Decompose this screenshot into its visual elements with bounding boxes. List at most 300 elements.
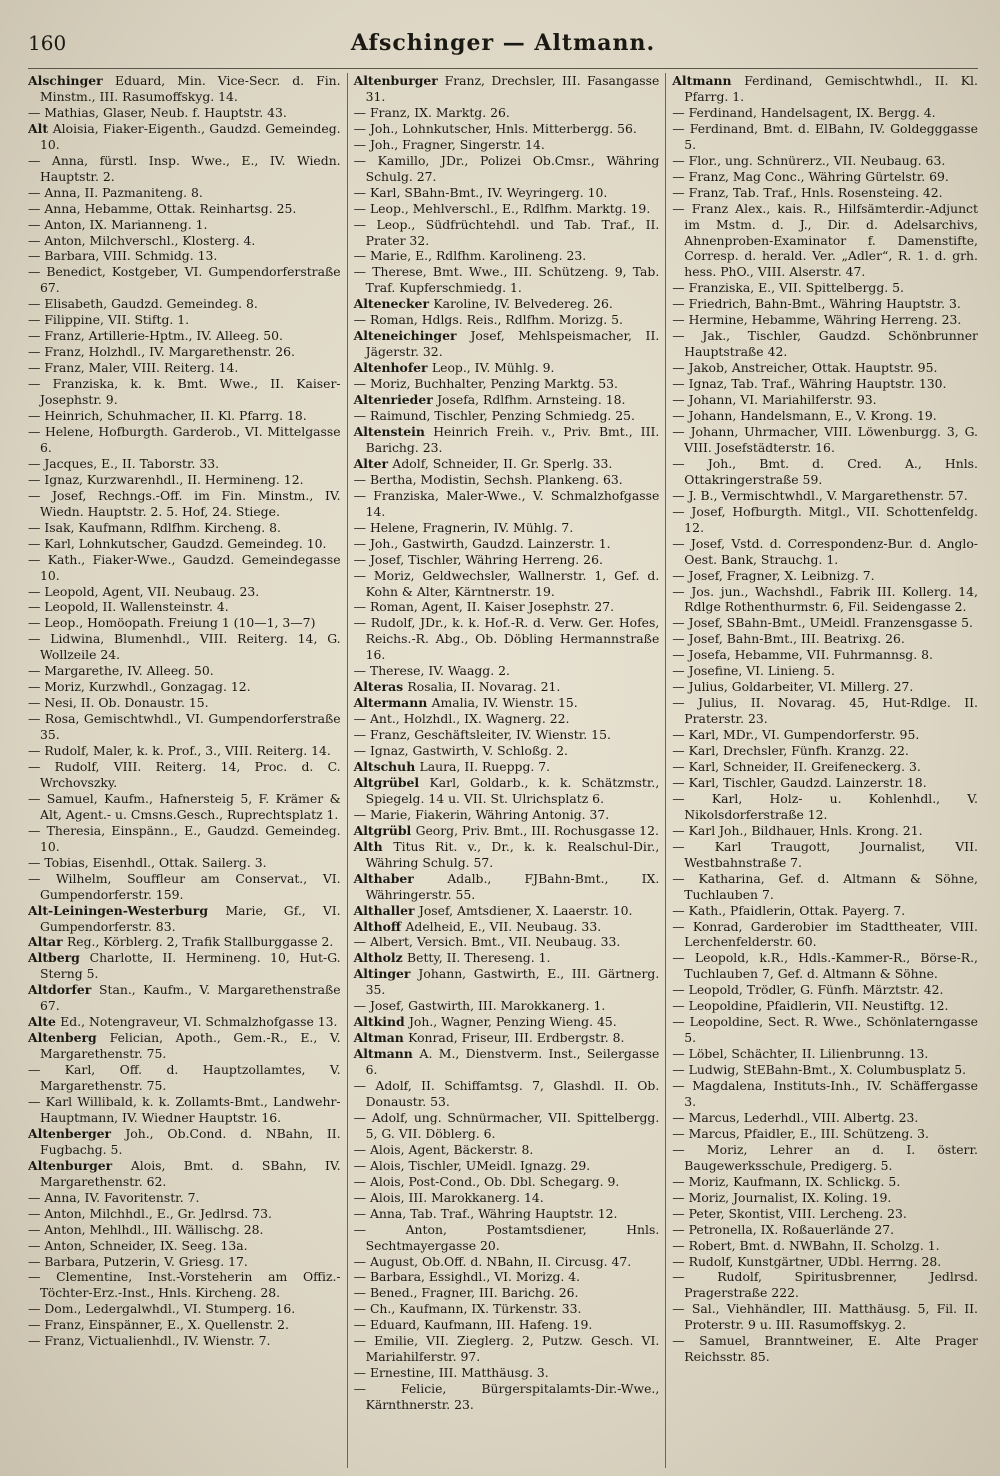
directory-entry [672, 679, 978, 695]
entry-text: Joh., Ob.Cond. d. NBahn, II. Fugbachg. 5. [40, 1125, 341, 1157]
entry-text: Titus Rit. v., Dr., k. k. Realschul-Dir., Währing Schulg. 57. [365, 838, 660, 870]
entry-text: Josef, Amtsdiener, X. Laaerstr. 10. [418, 902, 633, 918]
directory-entry [28, 536, 341, 552]
entry-text: — Barbara, Essighdl., VI. Morizg. 4. [353, 1269, 581, 1285]
directory-entry [28, 121, 341, 153]
entry-text: — Franziska, k. k. Bmt. Wwe., II. Kaiser-Josephstr. 9. [28, 376, 341, 408]
directory-entry [354, 217, 660, 249]
directory-entry [672, 153, 978, 169]
directory-entry [28, 1158, 341, 1190]
directory-entry [354, 615, 660, 663]
entry-headword: Alteras [353, 679, 404, 695]
entry-text: — Nesi, II. Ob. Donaustr. 15. [28, 695, 209, 711]
entry-text: Konrad, Friseur, III. Erdbergstr. 8. [408, 1030, 625, 1046]
directory-entry [28, 599, 341, 615]
entry-text: — Anton, Milchhdl., E., Gr. Jedlrsd. 73. [28, 1205, 272, 1221]
entry-text: — Josefa, Hebamme, VII. Fuhrmannsg. 8. [672, 647, 933, 663]
entry-text: — Marcus, Pfaidler, E., III. Schützeng. 3. [672, 1125, 929, 1141]
entry-headword: Alte [28, 1014, 56, 1030]
directory-entry [672, 1254, 978, 1270]
entry-text: Alois, Bmt. d. SBahn, IV. Margarethenstr. 62. [40, 1157, 341, 1189]
directory-entry [354, 695, 660, 711]
directory-entry [354, 456, 660, 472]
entry-text: — Karl, Off. d. Hauptzollamtes, V. Margarethenstr. 75. [28, 1062, 341, 1094]
directory-entry [672, 1190, 978, 1206]
directory-entry [354, 264, 660, 296]
entry-text: — Leopold, II. Wallensteinstr. 4. [28, 599, 229, 615]
entry-text: Eduard, Min. Vice-Secr. d. Fin. Minstm., III. Rasumoffskyg. 14. [40, 73, 341, 104]
directory-entry [672, 1238, 978, 1254]
page-number: 160 [28, 31, 67, 55]
directory-entry [354, 1222, 660, 1254]
entry-text: — Franz, IX. Marktg. 26. [353, 104, 510, 120]
entry-headword: Altenberger [28, 1125, 112, 1141]
directory-entry [354, 1110, 660, 1142]
entry-text: — Dom., Ledergalwhdl., VI. Stumperg. 16. [28, 1301, 296, 1317]
directory-entry [28, 488, 341, 520]
directory-entry [354, 1333, 660, 1365]
directory-entry [28, 663, 341, 679]
entry-text: — Karl, Drechsler, Fünfh. Kranzg. 22. [672, 743, 909, 759]
entry-text: — Marcus, Lederhdl., VIII. Albertg. 23. [672, 1109, 919, 1125]
directory-entry [354, 552, 660, 568]
directory-entry [28, 1254, 341, 1270]
column-3 [665, 73, 978, 1468]
entry-headword: Altenstein [353, 423, 425, 439]
entry-headword: Altmann [353, 1046, 413, 1062]
directory-entry [28, 950, 341, 982]
directory-entry [354, 1158, 660, 1174]
directory-entry [28, 903, 341, 935]
entry-text: Aloisia, Fiaker-Eigenth., Gaudzd. Gemeindeg. 10. [40, 120, 341, 152]
entry-text: — Löbel, Schächter, II. Lilienbrunng. 13. [672, 1046, 929, 1062]
directory-entry [354, 568, 660, 600]
entry-text: — Rudolf, JDr., k. k. Hof.-R. d. Verw. Ger. Hofes, Reichs.-R. Abg., Ob. Döbling Hermannstraße 16. [353, 615, 660, 663]
entry-text: — Ignaz, Kurzwarenhdl., II. Hermineng. 12. [28, 471, 304, 487]
entry-text: — Mathias, Glaser, Neub. f. Hauptstr. 43. [28, 104, 287, 120]
entry-text: — Ignaz, Tab. Traf., Währing Hauptstr. 130. [672, 376, 947, 392]
entry-headword: Altenburger [353, 73, 438, 88]
directory-entry [28, 1126, 341, 1158]
entry-text: — Jos. jun., Wachshdl., Fabrik III. Kollerg. 14, Rdlge Rothenthurmstr. 6, Fil. Seidengasse 2. [672, 583, 978, 615]
directory-entry [354, 1078, 660, 1110]
entry-text: — Anna, Tab. Traf., Währing Hauptstr. 12. [353, 1205, 618, 1221]
directory-entry [672, 759, 978, 775]
entry-text: — Benedict, Kostgeber, VI. Gumpendorferstraße 67. [28, 264, 341, 296]
directory-entry [354, 472, 660, 488]
entry-text: — Moriz, Kurzwhdl., Gonzagag. 12. [28, 679, 251, 695]
entry-text: — Leopoldine, Sect. R. Wwe., Schönlaterngasse 5. [672, 1014, 978, 1046]
directory-entry [28, 823, 341, 855]
entry-text: — Roman, Agent, II. Kaiser Josephstr. 27. [353, 599, 615, 615]
entry-text: — Emilie, VII. Zieglerg. 2, Putzw. Gesch. VI. Mariahilferstr. 97. [353, 1333, 660, 1365]
entry-headword: Althaber [353, 870, 414, 886]
entry-headword: Altmann [672, 73, 732, 88]
running-head: Afschinger — Altmann. [350, 30, 656, 56]
entry-text: — Margarethe, IV. Alleeg. 50. [28, 663, 214, 679]
directory-entry [672, 408, 978, 424]
directory-entry [354, 185, 660, 201]
entry-text: — Roman, Hdlgs. Reis., Rdlfhm. Morizg. 5. [353, 312, 623, 328]
entry-text: — J. B., Vermischtwhdl., V. Margarethenstr. 57. [672, 487, 968, 503]
entry-text: — Franz, Victualienhdl., IV. Wienstr. 7. [28, 1333, 271, 1349]
directory-entry [354, 759, 660, 775]
directory-entry [28, 1269, 341, 1301]
directory-entry [28, 615, 341, 631]
entry-text: — Josef, Vstd. d. Correspondenz-Bur. d. Anglo-Oest. Bank, Strauchg. 1. [672, 535, 978, 567]
directory-entry [354, 1014, 660, 1030]
directory-entry [672, 695, 978, 727]
directory-entry [672, 328, 978, 360]
entry-text: — Julius, Goldarbeiter, VI. Millerg. 27. [672, 679, 914, 695]
directory-entry [28, 552, 341, 584]
entry-text: — Hermine, Hebamme, Währing Herreng. 23. [672, 312, 962, 328]
entry-text: — Helene, Hofburgth. Garderob., VI. Mittelgasse 6. [28, 423, 341, 455]
directory-entry [672, 296, 978, 312]
columns [28, 73, 978, 1468]
entry-text: — Franz, Maler, VIII. Reiterg. 14. [28, 360, 239, 376]
directory-entry [354, 1206, 660, 1222]
directory-entry [354, 392, 660, 408]
directory-entry [28, 871, 341, 903]
directory-entry [28, 217, 341, 233]
entry-text: — Josef, Bahn-Bmt., III. Beatrixg. 26. [672, 631, 905, 647]
entry-text: — Ferdinand, Bmt. d. ElBahn, IV. Goldegggasse 5. [672, 120, 978, 152]
entry-text: — Josefine, VI. Linieng. 5. [672, 663, 835, 679]
directory-entry [672, 456, 978, 488]
directory-entry [672, 982, 978, 998]
entry-text: — Karl, Tischler, Gaudzd. Lainzerstr. 18. [672, 774, 927, 790]
entry-text: — Therese, Bmt. Wwe., III. Schützeng. 9, Tab. Traf. Kupferschmiedg. 1. [353, 264, 660, 296]
directory-entry [354, 1301, 660, 1317]
entry-text: — Rudolf, Kunstgärtner, UDbl. Herrng. 28. [672, 1253, 942, 1269]
directory-entry [354, 520, 660, 536]
directory-entry [28, 1222, 341, 1238]
entry-text: — Rudolf, Maler, k. k. Prof., 3., VIII. Reiterg. 14. [28, 743, 331, 759]
directory-entry [672, 839, 978, 871]
entry-headword: Althoff [353, 918, 402, 934]
entry-text: — Josef, Fragner, X. Leibnizg. 7. [672, 567, 875, 583]
entry-text: — Josef, Gastwirth, III. Marokkanerg. 1. [353, 998, 606, 1014]
entry-text: Amalia, IV. Wienstr. 15. [431, 695, 578, 711]
entry-text: — Anna, IV. Favoritenstr. 7. [28, 1189, 200, 1205]
entry-text: Georg, Priv. Bmt., III. Rochusgasse 12. [415, 822, 659, 838]
entry-text: — Marie, E., Rdlfhm. Karolineng. 23. [353, 248, 587, 264]
entry-text: — Josef, Tischler, Währing Herreng. 26. [353, 551, 603, 567]
directory-entry [28, 424, 341, 456]
directory-entry [672, 1126, 978, 1142]
entry-headword: Altgrübel [353, 774, 420, 790]
directory-entry [672, 536, 978, 568]
entry-text: — Julius, II. Novarag. 45, Hut-Rdlge. II. Praterstr. 23. [672, 695, 978, 727]
entry-text: Laura, II. Rueppg. 7. [419, 758, 551, 774]
entry-text: — Karl, Lohnkutscher, Gaudzd. Gemeindeg. 10. [28, 535, 327, 551]
directory-entry [28, 408, 341, 424]
directory-entry [672, 1206, 978, 1222]
directory-entry [354, 1174, 660, 1190]
entry-text: — Karl, SBahn-Bmt., IV. Weyringerg. 10. [353, 184, 608, 200]
directory-entry [672, 169, 978, 185]
entry-text: — Katharina, Gef. d. Altmann & Söhne, Tuchlauben 7. [672, 870, 978, 902]
entry-text: — Ferdinand, Handelsagent, IX. Bergg. 4. [672, 104, 936, 120]
entry-text: — Leop., Südfrüchtehdl. und Tab. Traf., II. Prater 32. [353, 216, 660, 248]
directory-entry [672, 631, 978, 647]
directory-entry [672, 615, 978, 631]
entry-headword: Altinger [353, 966, 411, 982]
directory-entry [672, 791, 978, 823]
entry-text: Karl, Goldarb., k. k. Schätzmstr., Spiegelg. 14 u. VII. St. Ulrichsplatz 6. [365, 774, 660, 806]
directory-entry [28, 328, 341, 344]
directory-entry [28, 1206, 341, 1222]
directory-entry [28, 248, 341, 264]
directory-entry [354, 903, 660, 919]
directory-entry [354, 1285, 660, 1301]
directory-entry [672, 1174, 978, 1190]
entry-text: — Bened., Fragner, III. Barichg. 26. [353, 1285, 579, 1301]
entry-text: — Raimund, Tischler, Penzing Schmiedg. 25. [353, 408, 635, 424]
entry-text: — Franz, Mag Conc., Währing Gürtelstr. 69. [672, 168, 949, 184]
entry-text: — August, Ob.Off. d. NBahn, II. Circusg. 47. [353, 1253, 632, 1269]
directory-entry [28, 695, 341, 711]
entry-text: — Johann, Handelsmann, E., V. Krong. 19. [672, 408, 937, 424]
entry-text: — Flor., ung. Schnürerz., VII. Neubaug. 63. [672, 152, 946, 168]
directory-entry [354, 488, 660, 520]
directory-entry [354, 376, 660, 392]
entry-text: — Karl Willibald, k. k. Zollamts-Bmt., Landwehr-Hauptmann, IV. Wiedner Hauptstr. 16. [28, 1094, 341, 1125]
directory-entry [28, 934, 341, 950]
entry-headword: Altenecker [353, 296, 429, 312]
directory-entry [354, 823, 660, 839]
directory-entry [672, 584, 978, 616]
entry-text: Felician, Apoth., Gem.-R., E., V. Margarethenstr. 75. [40, 1030, 341, 1062]
entry-text: — Ignaz, Gastwirth, V. Schloßg. 2. [353, 743, 568, 759]
directory-entry [672, 1301, 978, 1333]
entry-text: — Franz, Geschäftsleiter, IV. Wienstr. 15. [353, 727, 611, 743]
directory-entry [354, 743, 660, 759]
directory-entry [354, 1046, 660, 1078]
entry-headword: Altenhofer [353, 360, 428, 376]
directory-entry [354, 201, 660, 217]
entry-text: — Anna, fürstl. Insp. Wwe., E., IV. Wiedn. Hauptstr. 2. [28, 152, 341, 184]
directory-entry [354, 775, 660, 807]
entry-text: — Leopold, k.R., Hdls.-Kammer-R., Börse-R., Tuchlauben 7, Gef. d. Altmann & Söhne. [672, 950, 978, 982]
entry-headword: Altschuh [353, 758, 416, 774]
directory-entry [354, 1269, 660, 1285]
entry-text: Joh., Wagner, Penzing Wieng. 45. [408, 1014, 617, 1030]
entry-text: — Tobias, Eisenhdl., Ottak. Sailerg. 3. [28, 854, 267, 870]
entry-text: — Lidwina, Blumenhdl., VIII. Reiterg. 14, G. Wollzeile 24. [28, 631, 341, 663]
entry-text: — Petronella, IX. Roßauerlände 27. [672, 1221, 895, 1237]
directory-entry [354, 1254, 660, 1270]
directory-entry [672, 775, 978, 791]
entry-headword: Altar [28, 934, 63, 950]
entry-text: — Albert, Versich. Bmt., VII. Neubaug. 33. [353, 934, 621, 950]
directory-entry [28, 360, 341, 376]
entry-text: — Joh., Lohnkutscher, Hnls. Mitterbergg. 56. [353, 120, 637, 136]
entry-text: — Anton, Schneider, IX. Seeg. 13a. [28, 1237, 248, 1253]
directory-entry [354, 807, 660, 823]
entry-text: — Sal., Viehhändler, III. Matthäusg. 5, Fil. II. Proterstr. 9 u. III. Rasumoffskyg. 2. [672, 1301, 978, 1333]
entry-headword: Altenburger [28, 1157, 113, 1173]
entry-text: — Leop., Homöopath. Freiung 1 (10—1, 3—7) [28, 615, 316, 631]
directory-entry [354, 1030, 660, 1046]
directory-entry [672, 871, 978, 903]
directory-entry [672, 823, 978, 839]
entry-headword: Altkind [353, 1014, 405, 1030]
directory-entry [28, 1030, 341, 1062]
entry-text: Karoline, IV. Belvedereg. 26. [433, 296, 613, 312]
directory-entry [28, 982, 341, 1014]
entry-text: — Jak., Tischler, Gaudzd. Schönbrunner Hauptstraße 42. [672, 328, 978, 360]
column-1 [28, 73, 341, 1468]
directory-entry [672, 1078, 978, 1110]
entry-text: Adalb., FJBahn-Bmt., IX. Währingerstr. 55. [365, 870, 660, 902]
directory-entry [28, 1014, 341, 1030]
directory-entry [28, 264, 341, 296]
entry-text: Josefa, Rdlfhm. Arnsteing. 18. [437, 392, 626, 408]
directory-entry [672, 727, 978, 743]
directory-entry [672, 424, 978, 456]
directory-entry [28, 456, 341, 472]
directory-entry [672, 1046, 978, 1062]
directory-entry [672, 185, 978, 201]
directory-entry [354, 679, 660, 695]
directory-entry [672, 1062, 978, 1078]
entry-text: — Isak, Kaufmann, Rdlfhm. Kircheng. 8. [28, 519, 281, 535]
entry-text: Leop., IV. Mühlg. 9. [431, 360, 555, 376]
directory-entry [354, 105, 660, 121]
entry-text: — Karl Joh., Bildhauer, Hnls. Krong. 21. [672, 822, 923, 838]
directory-entry [354, 312, 660, 328]
directory-entry [672, 504, 978, 536]
entry-text: — Samuel, Kaufm., Hafnersteig 5, F. Krämer & Alt, Agent.- u. Cmsns.Gesch., Ruprechtsplatz 1. [28, 790, 341, 822]
entry-text: — Moriz, Journalist, IX. Koling. 19. [672, 1189, 892, 1205]
entry-text: — Ch., Kaufmann, IX. Türkenstr. 33. [353, 1301, 582, 1317]
entry-text: — Anna, II. Pazmaniteng. 8. [28, 184, 203, 200]
entry-text: — Filippine, VII. Stiftg. 1. [28, 312, 190, 328]
entry-text: — Karl, Holz- u. Kohlenhdl., V. Nikolsdorferstraße 12. [672, 790, 978, 822]
directory-entry [672, 1142, 978, 1174]
directory-entry [354, 153, 660, 185]
directory-entry [354, 599, 660, 615]
directory-entry [672, 998, 978, 1014]
directory-entry [354, 73, 660, 105]
directory-entry [672, 663, 978, 679]
entry-text: — Karl Traugott, Journalist, VII. Westbahnstraße 7. [672, 838, 978, 870]
directory-entry [672, 488, 978, 504]
entry-text: — Heinrich, Schuhmacher, II. Kl. Pfarrg. 18. [28, 408, 307, 424]
entry-text: — Anna, Hebamme, Ottak. Reinhartsg. 25. [28, 200, 297, 216]
directory-entry [28, 855, 341, 871]
directory-entry [28, 1190, 341, 1206]
entry-text: Rosalia, II. Novarag. 21. [407, 679, 561, 695]
entry-text: — Felicie, Bürgerspitalamts-Dir.-Wwe., Kärnthnerstr. 23. [353, 1381, 660, 1413]
entry-headword: Alter [353, 455, 389, 471]
entry-text: — Leopold, Trödler, G. Fünfh. Märztstr. 42. [672, 982, 944, 998]
entry-text: — Eduard, Kaufmann, III. Hafeng. 19. [353, 1317, 593, 1333]
entry-text: — Karl, MDr., VI. Gumpendorferstr. 95. [672, 727, 920, 743]
directory-entry [28, 312, 341, 328]
entry-headword: Alteneichinger [353, 328, 457, 344]
directory-entry [672, 360, 978, 376]
directory-entry [354, 966, 660, 998]
entry-text: — Moriz, Buchhalter, Penzing Marktg. 53. [353, 376, 618, 392]
entry-text: Josef, Mehlspeismacher, II. Jägerstr. 32. [365, 328, 660, 360]
directory-entry [28, 344, 341, 360]
entry-text: — Bertha, Modistin, Sechsh. Plankeng. 63. [353, 471, 623, 487]
entry-text: — Franz, Artillerie-Hptm., IV. Alleeg. 50. [28, 328, 283, 344]
directory-entry [28, 711, 341, 743]
entry-text: — Alois, III. Marokkanerg. 14. [353, 1189, 544, 1205]
directory-entry [672, 1014, 978, 1046]
entry-headword: Alth [353, 838, 383, 854]
directory-entry [672, 73, 978, 105]
entry-text: — Friedrich, Bahn-Bmt., Währing Hauptstr. 3. [672, 296, 961, 312]
entry-text: — Josef, Rechngs.-Off. im Fin. Minstm., IV. Wiedn. Hauptstr. 2. 5. Hof, 24. Stiege. [28, 487, 341, 519]
entry-text: Adelheid, E., VII. Neubaug. 33. [405, 918, 602, 934]
directory-entry [354, 1190, 660, 1206]
entry-text: Heinrich Freih. v., Priv. Bmt., III. Barichg. 23. [365, 423, 660, 455]
entry-headword: Altman [353, 1030, 404, 1046]
directory-entry [354, 998, 660, 1014]
entry-headword: Altberg [28, 950, 80, 966]
directory-entry [672, 1333, 978, 1365]
directory-entry [354, 536, 660, 552]
entry-headword: Altholz [353, 950, 403, 966]
directory-entry [28, 376, 341, 408]
entry-headword: Altenberg [28, 1030, 97, 1046]
directory-entry [672, 105, 978, 121]
directory-entry [354, 711, 660, 727]
directory-entry [354, 248, 660, 264]
directory-entry [28, 1301, 341, 1317]
entry-text: — Barbara, Putzerin, V. Griesg. 17. [28, 1253, 248, 1269]
entry-text: — Barbara, VIII. Schmidg. 13. [28, 248, 218, 264]
entry-text: — Anton, IX. Marianneng. 1. [28, 216, 208, 232]
entry-text: Reg., Körblerg. 2, Trafik Stallburggasse 2. [66, 934, 334, 950]
entry-headword: Altermann [353, 695, 428, 711]
entry-text: Ed., Notengraveur, VI. Schmalzhofgasse 13. [60, 1014, 338, 1030]
directory-entry [28, 185, 341, 201]
directory-entry [28, 472, 341, 488]
entry-text: — Jakob, Anstreicher, Ottak. Hauptstr. 95. [672, 360, 938, 376]
entry-text: — Marie, Fiakerin, Währing Antonig. 37. [353, 806, 610, 822]
entry-headword: Alschinger [28, 73, 103, 88]
directory-entry [28, 520, 341, 536]
directory-entry [354, 424, 660, 456]
directory-entry [354, 663, 660, 679]
directory-entry [28, 1094, 341, 1126]
entry-text: Betty, II. Thereseng. 1. [407, 950, 551, 966]
directory-entry [354, 1365, 660, 1381]
entry-text: — Karl, Schneider, II. Greifeneckerg. 3. [672, 758, 921, 774]
entry-text: — Josef, Hofburgth. Mitgl., VII. Schottenfeldg. 12. [672, 503, 978, 535]
directory-entry [28, 73, 341, 105]
entry-text: — Franz Alex., kais. R., Hilfsämterdir.-Adjunct im Mstm. d. J., Dir. d. Adelsarchivs, Ahnenproben-Examinator f. Damenstifte, Corresp. d. herald. Ver. „Adler“, R. 1. d. grh. hess. PhO., VIII. Alserstr. 47. [672, 200, 978, 280]
directory-entry [672, 647, 978, 663]
directory-entry [672, 376, 978, 392]
entry-text: — Adolf, II. Schiffamtsg. 7, Glashdl. II. Ob. Donaustr. 53. [353, 1078, 660, 1109]
entry-headword: Altdorfer [28, 982, 92, 998]
entry-text: — Elisabeth, Gaudzd. Gemeindeg. 8. [28, 296, 258, 312]
directory-entry [28, 296, 341, 312]
directory-entry [672, 743, 978, 759]
directory-entry [354, 360, 660, 376]
entry-text: — Moriz, Lehrer an d. I. österr. Baugewerksschule, Predigerg. 5. [672, 1141, 978, 1173]
entry-headword: Althaller [353, 902, 415, 918]
directory-entry [28, 631, 341, 663]
entry-text: — Franziska, Maler-Wwe., V. Schmalzhofgasse 14. [353, 487, 660, 519]
